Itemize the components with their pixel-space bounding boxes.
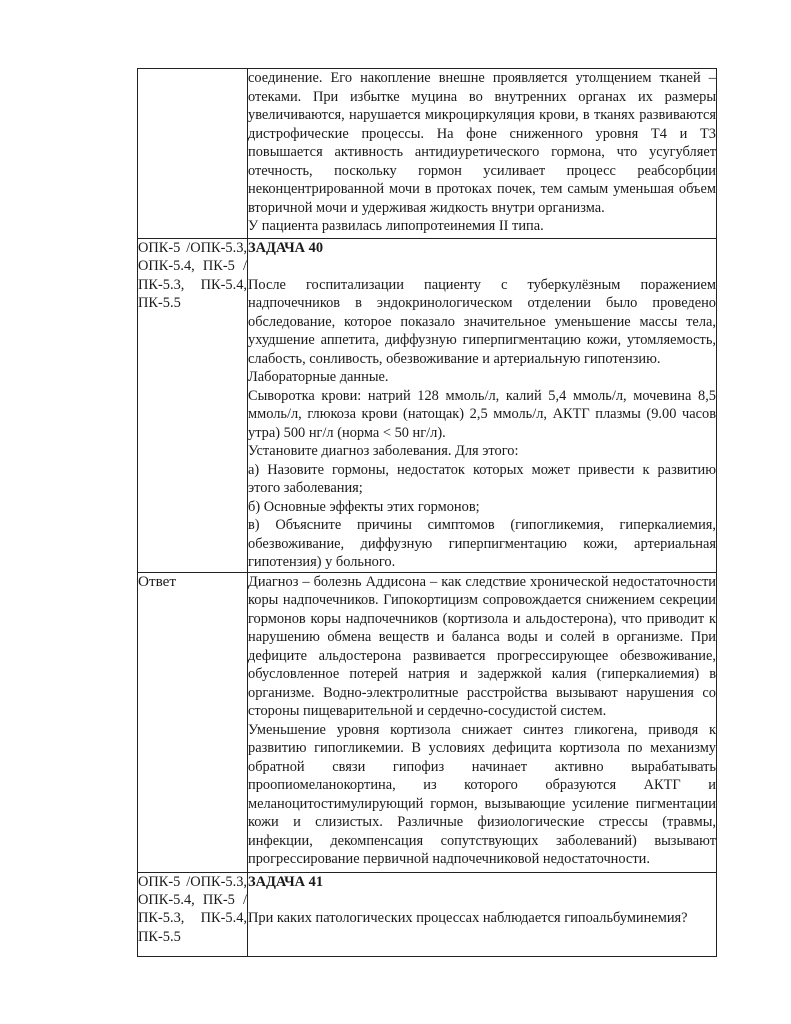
competency-codes-cell bbox=[138, 69, 248, 239]
answer-paragraph: Диагноз – болезнь Аддисона – как следствие хронической недостаточности коры надпочечников. Гипокортицизм сопровождается снижением секреции гормонов коры надпочечников (кортизола и альдостерона), что приводит к нарушению обмена веществ и баланса воды и солей в организме. При дефиците альдостерона развивается прогрессирующее обезвоживание, обусловленное потерей натрия и задержкой калия (гиперкалиемия) в организме. Водно-электролитные расстройства вызывают нарушения со стороны пищеварительной и сердечно-сосудистой систем. bbox=[248, 573, 716, 719]
task-cell bbox=[248, 872, 717, 956]
competency-codes-cell: ОПК-5 /ОПК-5.3, ОПК-5.4, ПК-5 /ПК-5.3, ПК-5.4, ПК-5.5 bbox=[138, 872, 248, 956]
table-row bbox=[138, 239, 717, 573]
task-paragraph: б) Основные эффекты этих гормонов; bbox=[248, 498, 480, 515]
task-paragraph: Лабораторные данные. bbox=[248, 369, 389, 385]
task-paragraph: Сыворотка крови: натрий 128 ммоль/л, калий 5,4 ммоль/л, мочевина 8,5 ммоль/л, глюкоза крови (натощак) 2,5 ммоль/л, АКТГ плазмы (9.00 часов утра) 500 нг/л (норма < 50 нг/л). bbox=[248, 387, 716, 441]
answer-paragraph: соединение. Его накопление внешне проявляется утолщением тканей – отеками. При избытке муцина во внутренних органах их размеры увеличиваются, нарушается микроциркуляция крови, в тканях развиваются дистрофические процессы. На фоне сниженного уровня Т4 и Т3 повышается активность антидиуретического гормона, что усугубляет отечность, поскольку гормон усиливает процесс реабсорбции неконцентрированной мочи в протоках почек, тем самым уменьшая объем вторичной мочи и удерживая жидкость внутри организма. bbox=[248, 70, 716, 216]
competency-task-table bbox=[137, 68, 717, 957]
task-paragraph: После госпитализации пациенту с туберкулёзным поражением надпочечников в эндокринологическом отделении было проведено обследование, которое показало значительное уменьшение массы тела, ухудшение аппетита, диффузную гиперпигментацию кожи, утомляемость, слабость, сонливость, обезвоживание и артериальную гипотензию. bbox=[248, 276, 716, 367]
table-row bbox=[138, 872, 717, 956]
task-cell bbox=[248, 239, 717, 573]
table-row bbox=[138, 69, 717, 239]
task-title: ЗАДАЧА 40 bbox=[248, 240, 324, 256]
answer-label: Ответ bbox=[138, 572, 248, 872]
competency-codes-cell: ОПК-5 /ОПК-5.3, ОПК-5.4, ПК-5 /ПК-5.3, ПК-5.4, ПК-5.5 bbox=[138, 239, 248, 573]
task-paragraph: Установите диагноз заболевания. Для этого: bbox=[248, 443, 519, 459]
task-paragraph: При каких патологических процессах наблюдается гипоальбуминемия? bbox=[248, 910, 688, 926]
answer-continuation-cell bbox=[248, 69, 717, 239]
answer-paragraph: У пациента развилась липопротеинемия II типа. bbox=[248, 218, 544, 234]
answer-cell bbox=[248, 572, 717, 872]
table-row bbox=[138, 572, 717, 872]
task-paragraph: в) Объясните причины симптомов (гипогликемия, гиперкалиемия, обезвоживание, диффузную гиперпигментацию кожи, артериальная гипотензия) у больного. bbox=[248, 517, 716, 570]
task-paragraph: а) Назовите гормоны, недостаток которых может привести к развитию этого заболевания; bbox=[248, 461, 716, 496]
task-title: ЗАДАЧА 41 bbox=[248, 873, 324, 890]
answer-paragraph: Уменьшение уровня кортизола снижает синтез гликогена, приводя к развитию гипогликемии. В условиях дефицита кортизола по механизму обратной связи гипофиз начинает активно вырабатывать проопиомеланокортина, из которого образуются АКТГ и меланоцитостимулирующий гормон, вызывающие усиление пигментации кожи и слизистых. Различные физиологические стрессы (травмы, инфекции, декомпенсация сопутствующих заболеваний) вызывают прогрессирование первичной надпочечниковой недостаточности. bbox=[248, 721, 716, 867]
